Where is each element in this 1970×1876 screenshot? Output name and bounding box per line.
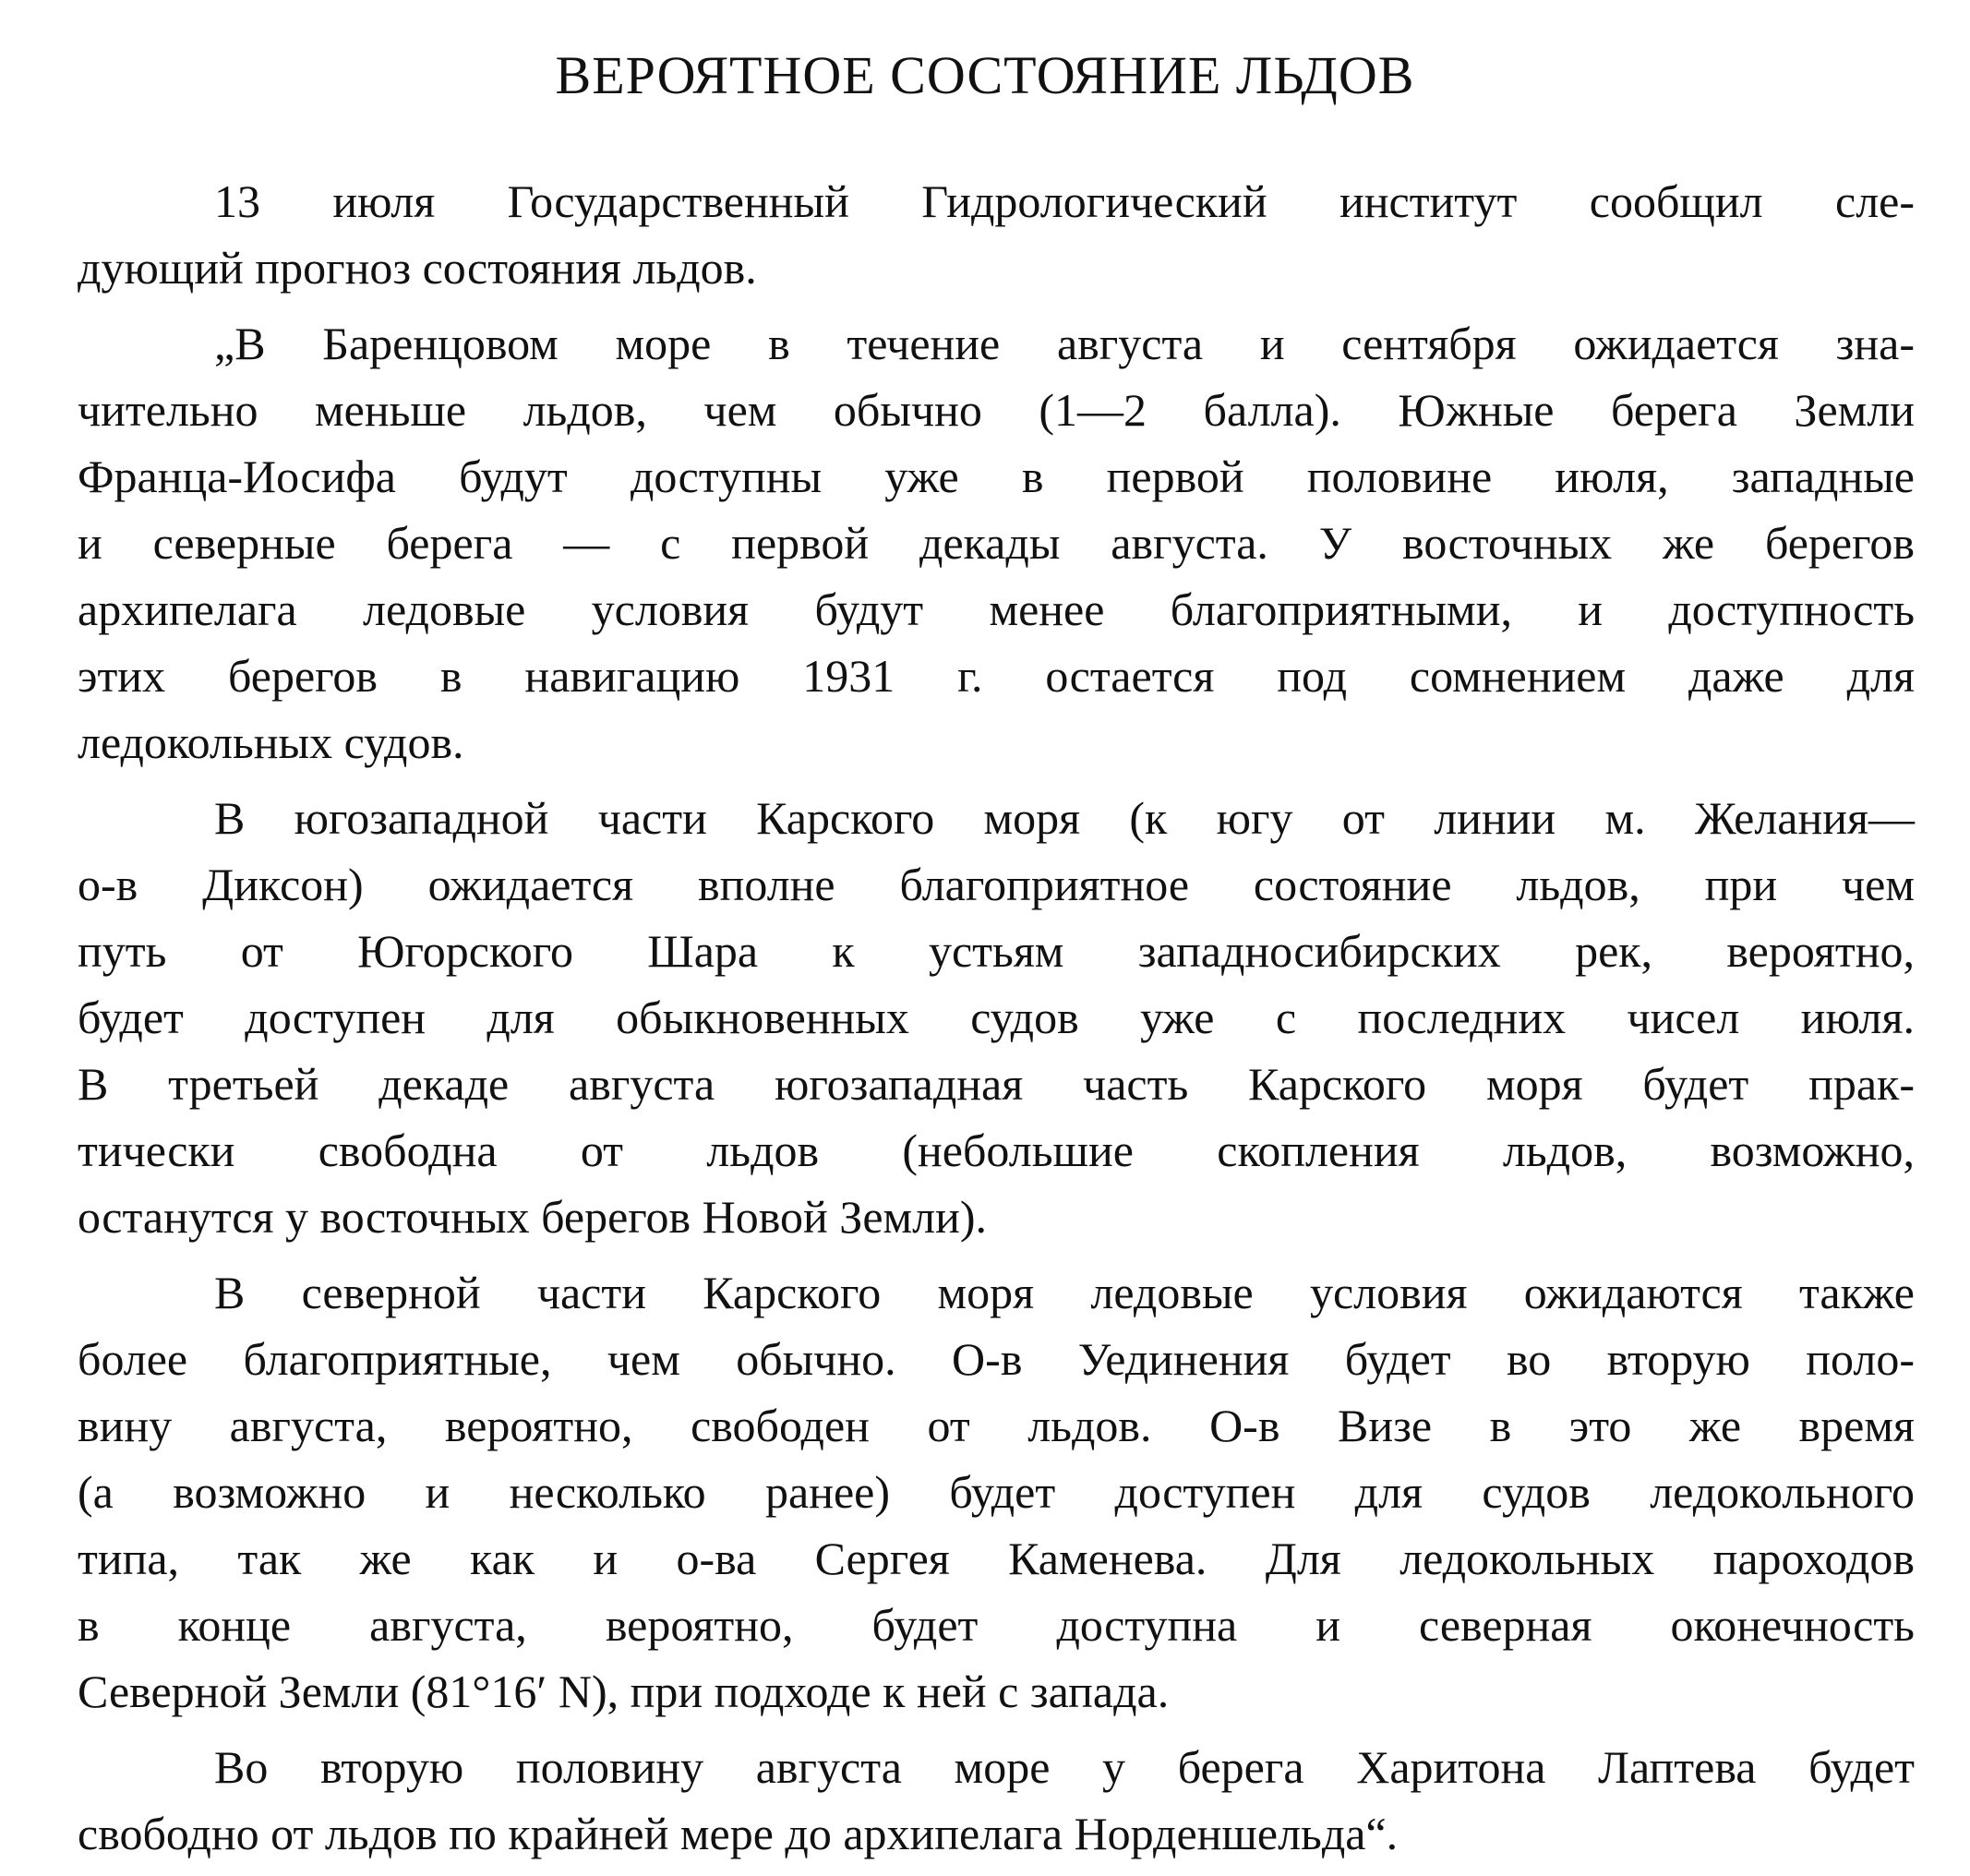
text-line: в конце августа, вероятно, будет доступна и северная оконечность [78, 1599, 1915, 1651]
document-body [78, 168, 1915, 1876]
page-title: ВЕРОЯТНОЕ СОСТОЯНИЕ ЛЬДОВ [555, 45, 1415, 105]
text-line: останутся у восточных берегов Новой Земли). [78, 1191, 988, 1243]
text-line: свободно от льдов по крайней мере до архипелага Норденшельда“. [78, 1808, 1399, 1859]
text-line: будет доступен для обыкновенных судов уже с последних чисел июля. [78, 992, 1915, 1043]
text-line: Северной Земли (81°16′ N), при подходе к ней с запада. [78, 1666, 1170, 1717]
paragraph [78, 1734, 1915, 1867]
text-line: более благоприятные, чем обычно. О-в Уединения будет во вторую поло- [78, 1333, 1915, 1385]
text-line: дующий прогноз состояния льдов. [78, 242, 757, 294]
text-line: В северной части Карского моря ледовые условия ожидаются также [214, 1267, 1915, 1318]
text-line: В третьей декаде августа югозападная часть Карского моря будет прак- [78, 1058, 1915, 1110]
text-line: этих берегов в навигацию 1931 г. остается под сомнением даже для [78, 650, 1915, 702]
text-line: 13 июля Государственный Гидрологический институт сообщил сле- [214, 175, 1915, 227]
text-line: архипелага ледовые условия будут менее благоприятными, и доступность [78, 583, 1915, 635]
text-line: „В Баренцовом море в течение августа и сентября ожидается зна- [214, 318, 1915, 369]
text-line: тически свободна от льдов (небольшие скопления льдов, возможно, [78, 1124, 1915, 1176]
text-line: типа, так же как и о-ва Сергея Каменева. Для ледокольных пароходов [78, 1533, 1915, 1584]
text-line: чительно меньше льдов, чем обычно (1—2 балла). Южные берега Земли [78, 384, 1915, 436]
text-line: Во вторую половину августа море у берега Харитона Лаптева будет [214, 1741, 1915, 1793]
paragraph [78, 168, 1915, 301]
text-line: о-в Диксон) ожидается вполне благоприятное состояние льдов, при чем [78, 859, 1915, 910]
text-line: Франца-Иосифа будут доступны уже в первой половине июля, западные [78, 451, 1915, 502]
text-line: вину августа, вероятно, свободен от льдов. О-в Визе в это же время [78, 1400, 1915, 1451]
text-line: и северные берега — с первой декады августа. У восточных же берегов [78, 517, 1915, 569]
paragraph [78, 310, 1915, 776]
text-line: путь от Югорского Шара к устьям западносибирских рек, вероятно, [78, 925, 1915, 977]
text-line: (а возможно и несколько ранее) будет доступен для судов ледокольного [78, 1466, 1915, 1518]
paragraph [78, 785, 1915, 1250]
paragraph [78, 1259, 1915, 1725]
text-line: В югозападной части Карского моря (к югу от линии м. Желания— [214, 792, 1915, 844]
text-line: ледокольных судов. [78, 716, 464, 768]
